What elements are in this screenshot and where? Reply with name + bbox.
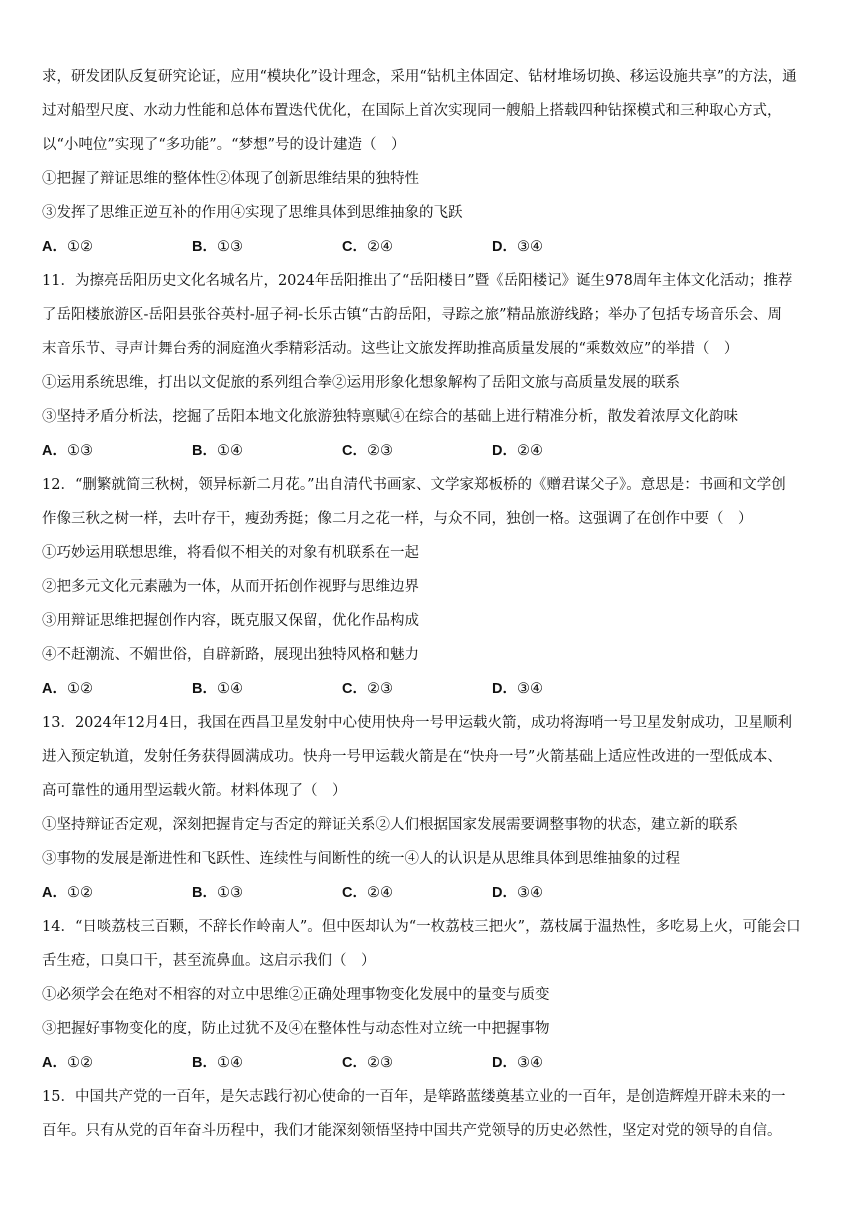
question-14 — [42, 910, 818, 1080]
question-13-stem-line: 13．2024年12月4日，我国在西昌卫星发射中心使用快舟一号甲运载火箭，成功将海哨一号卫星发射成功，卫星顺利 — [42, 715, 793, 731]
choice-text: ①② — [66, 681, 93, 697]
question-12-option-line: ③用辩证思维把握创作内容，既克服又保留，优化作品构成 — [42, 613, 419, 629]
choice-c — [342, 876, 492, 910]
choice-letter: D． — [492, 239, 517, 255]
choice-letter: D． — [492, 443, 517, 459]
choice-text: ②④ — [366, 239, 393, 255]
question-15-stem-line: 15．中国共产党的一百年，是矢志践行初心使命的一百年，是筚路蓝缕奠基立业的一百年，是创造辉煌开辟未来的一 — [42, 1089, 786, 1105]
choice-d — [492, 876, 642, 910]
choice-text: ①④ — [216, 1055, 243, 1071]
choice-text: ①② — [66, 885, 93, 901]
choice-text: ①③ — [216, 239, 243, 255]
choice-letter: C． — [342, 681, 367, 697]
question-14-stem-line: 14．“日啖荔枝三百颗，不辞长作岭南人”。但中医却认为“一枚荔枝三把火”，荔枝属于温热性，多吃易上火，可能会口 — [42, 919, 801, 935]
question-11-stem-line: 11．为擦亮岳阳历史文化名城名片，2024年岳阳推出了“岳阳楼日”暨《岳阳楼记》诞生978周年主体文化活动；推荐 — [42, 273, 793, 289]
question-10-option-line: ①把握了辩证思维的整体性②体现了创新思维结果的独特性 — [42, 171, 419, 187]
choice-text: ③④ — [516, 1055, 543, 1071]
choice-letter: B． — [192, 681, 217, 697]
question-11-stem-line: 了岳阳楼旅游区-岳阳县张谷英村-屈子祠-长乐古镇“古韵岳阳，寻踪之旅”精品旅游线路；举办了包括专场音乐会、周 — [42, 307, 783, 323]
choice-text: ②③ — [366, 681, 393, 697]
choice-b — [192, 672, 342, 706]
choice-text: ③④ — [516, 239, 543, 255]
choice-letter: A． — [42, 1055, 67, 1071]
question-12-choices — [42, 672, 818, 706]
choice-c — [342, 672, 492, 706]
choice-letter: B． — [192, 443, 217, 459]
choice-letter: D． — [492, 681, 517, 697]
question-10-stem-line: 过对船型尺度、水动力性能和总体布置迭代优化，在国际上首次实现同一艘船上搭载四种钻探模式和三种取心方式， — [42, 103, 782, 119]
choice-text: ①② — [66, 1055, 93, 1071]
choice-d — [492, 1046, 642, 1080]
question-12-stem-line: 12．“删繁就简三秋树，领异标新二月花。”出自清代书画家、文学家郑板桥的《赠君谋父子》。意思是：书画和文学创 — [42, 477, 786, 493]
choice-text: ①③ — [66, 443, 93, 459]
choice-letter: B． — [192, 1055, 217, 1071]
question-13-stem-line: 高可靠性的通用型运载火箭。材料体现了（ ） — [42, 783, 347, 799]
choice-letter: A． — [42, 239, 67, 255]
question-13 — [42, 706, 818, 910]
question-12 — [42, 468, 818, 706]
choice-text: ①④ — [216, 443, 243, 459]
choice-text: ②③ — [366, 1055, 393, 1071]
question-14-option-line: ①必须学会在绝对不相容的对立中思维②正确处理事物变化发展中的量变与质变 — [42, 987, 550, 1003]
choice-a — [42, 672, 192, 706]
choice-b — [192, 1046, 342, 1080]
choice-text: ②④ — [516, 443, 543, 459]
choice-letter: A． — [42, 443, 67, 459]
choice-text: ①② — [66, 239, 93, 255]
question-11 — [42, 264, 818, 468]
choice-c — [342, 230, 492, 264]
question-12-option-line: ②把多元文化元素融为一体，从而开拓创作视野与思维边界 — [42, 579, 419, 595]
choice-letter: C． — [342, 885, 367, 901]
choice-letter: A． — [42, 681, 67, 697]
question-13-choices — [42, 876, 818, 910]
question-15-stem-line: 百年。只有从党的百年奋斗历程中，我们才能深刻领悟坚持中国共产党领导的历史必然性，坚定对党的领导的自信。 — [42, 1123, 782, 1139]
choice-b — [192, 230, 342, 264]
question-10 — [42, 60, 818, 264]
choice-d — [492, 434, 642, 468]
question-14-stem-line: 舌生疮，口臭口干，甚至流鼻血。这启示我们（ ） — [42, 953, 376, 969]
question-11-stem-line: 末音乐节、寻声计舞台秀的洞庭渔火季精彩活动。这些让文旅发挥助推高质量发展的“乘数效应”的举措（ ） — [42, 341, 739, 357]
choice-letter: D． — [492, 1055, 517, 1071]
question-10-stem-line: 求，研发团队反复研究论证，应用“模块化”设计理念，采用“钻机主体固定、钻材堆场切换、移运设施共享”的方法，通 — [42, 69, 797, 85]
choice-text: ③④ — [516, 681, 543, 697]
question-13-option-line: ③事物的发展是渐进性和飞跃性、连续性与间断性的统一④人的认识是从思维具体到思维抽象的过程 — [42, 851, 680, 867]
question-11-option-line: ①运用系统思维，打出以文促旅的系列组合拳②运用形象化想象解构了岳阳文旅与高质量发展的联系 — [42, 375, 680, 391]
choice-letter: D． — [492, 885, 517, 901]
question-10-choices — [42, 230, 818, 264]
question-14-option-line: ③把握好事物变化的度，防止过犹不及④在整体性与动态性对立统一中把握事物 — [42, 1021, 550, 1037]
choice-a — [42, 230, 192, 264]
choice-text: ①③ — [216, 885, 243, 901]
choice-letter: A． — [42, 885, 67, 901]
choice-c — [342, 434, 492, 468]
choice-a — [42, 1046, 192, 1080]
question-11-choices — [42, 434, 818, 468]
question-12-option-line: ④不赶潮流、不媚世俗，自辟新路，展现出独特风格和魅力 — [42, 647, 419, 663]
choice-text: ②③ — [366, 443, 393, 459]
question-12-stem-line: 作像三秋之树一样，去叶存干，瘦劲秀挺；像二月之花一样，与众不同，独创一格。这强调了在创作中要（ ） — [42, 511, 753, 527]
choice-text: ③④ — [516, 885, 543, 901]
choice-letter: B． — [192, 239, 217, 255]
question-12-option-line: ①巧妙运用联想思维，将看似不相关的对象有机联系在一起 — [42, 545, 419, 561]
choice-letter: C． — [342, 1055, 367, 1071]
choice-text: ②④ — [366, 885, 393, 901]
choice-a — [42, 434, 192, 468]
choice-b — [192, 434, 342, 468]
choice-letter: C． — [342, 443, 367, 459]
question-13-option-line: ①坚持辩证否定观，深刻把握肯定与否定的辩证关系②人们根据国家发展需要调整事物的状态，建立新的联系 — [42, 817, 738, 833]
question-10-option-line: ③发挥了思维正逆互补的作用④实现了思维具体到思维抽象的飞跃 — [42, 205, 463, 221]
choice-letter: C． — [342, 239, 367, 255]
question-11-option-line: ③坚持矛盾分析法，挖掘了岳阳本地文化旅游独特禀赋④在综合的基础上进行精准分析，散发着浓厚文化韵味 — [42, 409, 738, 425]
question-14-choices — [42, 1046, 818, 1080]
choice-d — [492, 672, 642, 706]
choice-text: ①④ — [216, 681, 243, 697]
question-13-stem-line: 进入预定轨道，发射任务获得圆满成功。快舟一号甲运载火箭是在“快舟一号”火箭基础上适应性改进的一型低成本、 — [42, 749, 782, 765]
choice-c — [342, 1046, 492, 1080]
choice-b — [192, 876, 342, 910]
choice-letter: B． — [192, 885, 217, 901]
choice-d — [492, 230, 642, 264]
question-15 — [42, 1080, 818, 1148]
question-10-stem-line: 以“小吨位”实现了“多功能”。“梦想”号的设计建造（ ） — [42, 137, 406, 153]
choice-a — [42, 876, 192, 910]
